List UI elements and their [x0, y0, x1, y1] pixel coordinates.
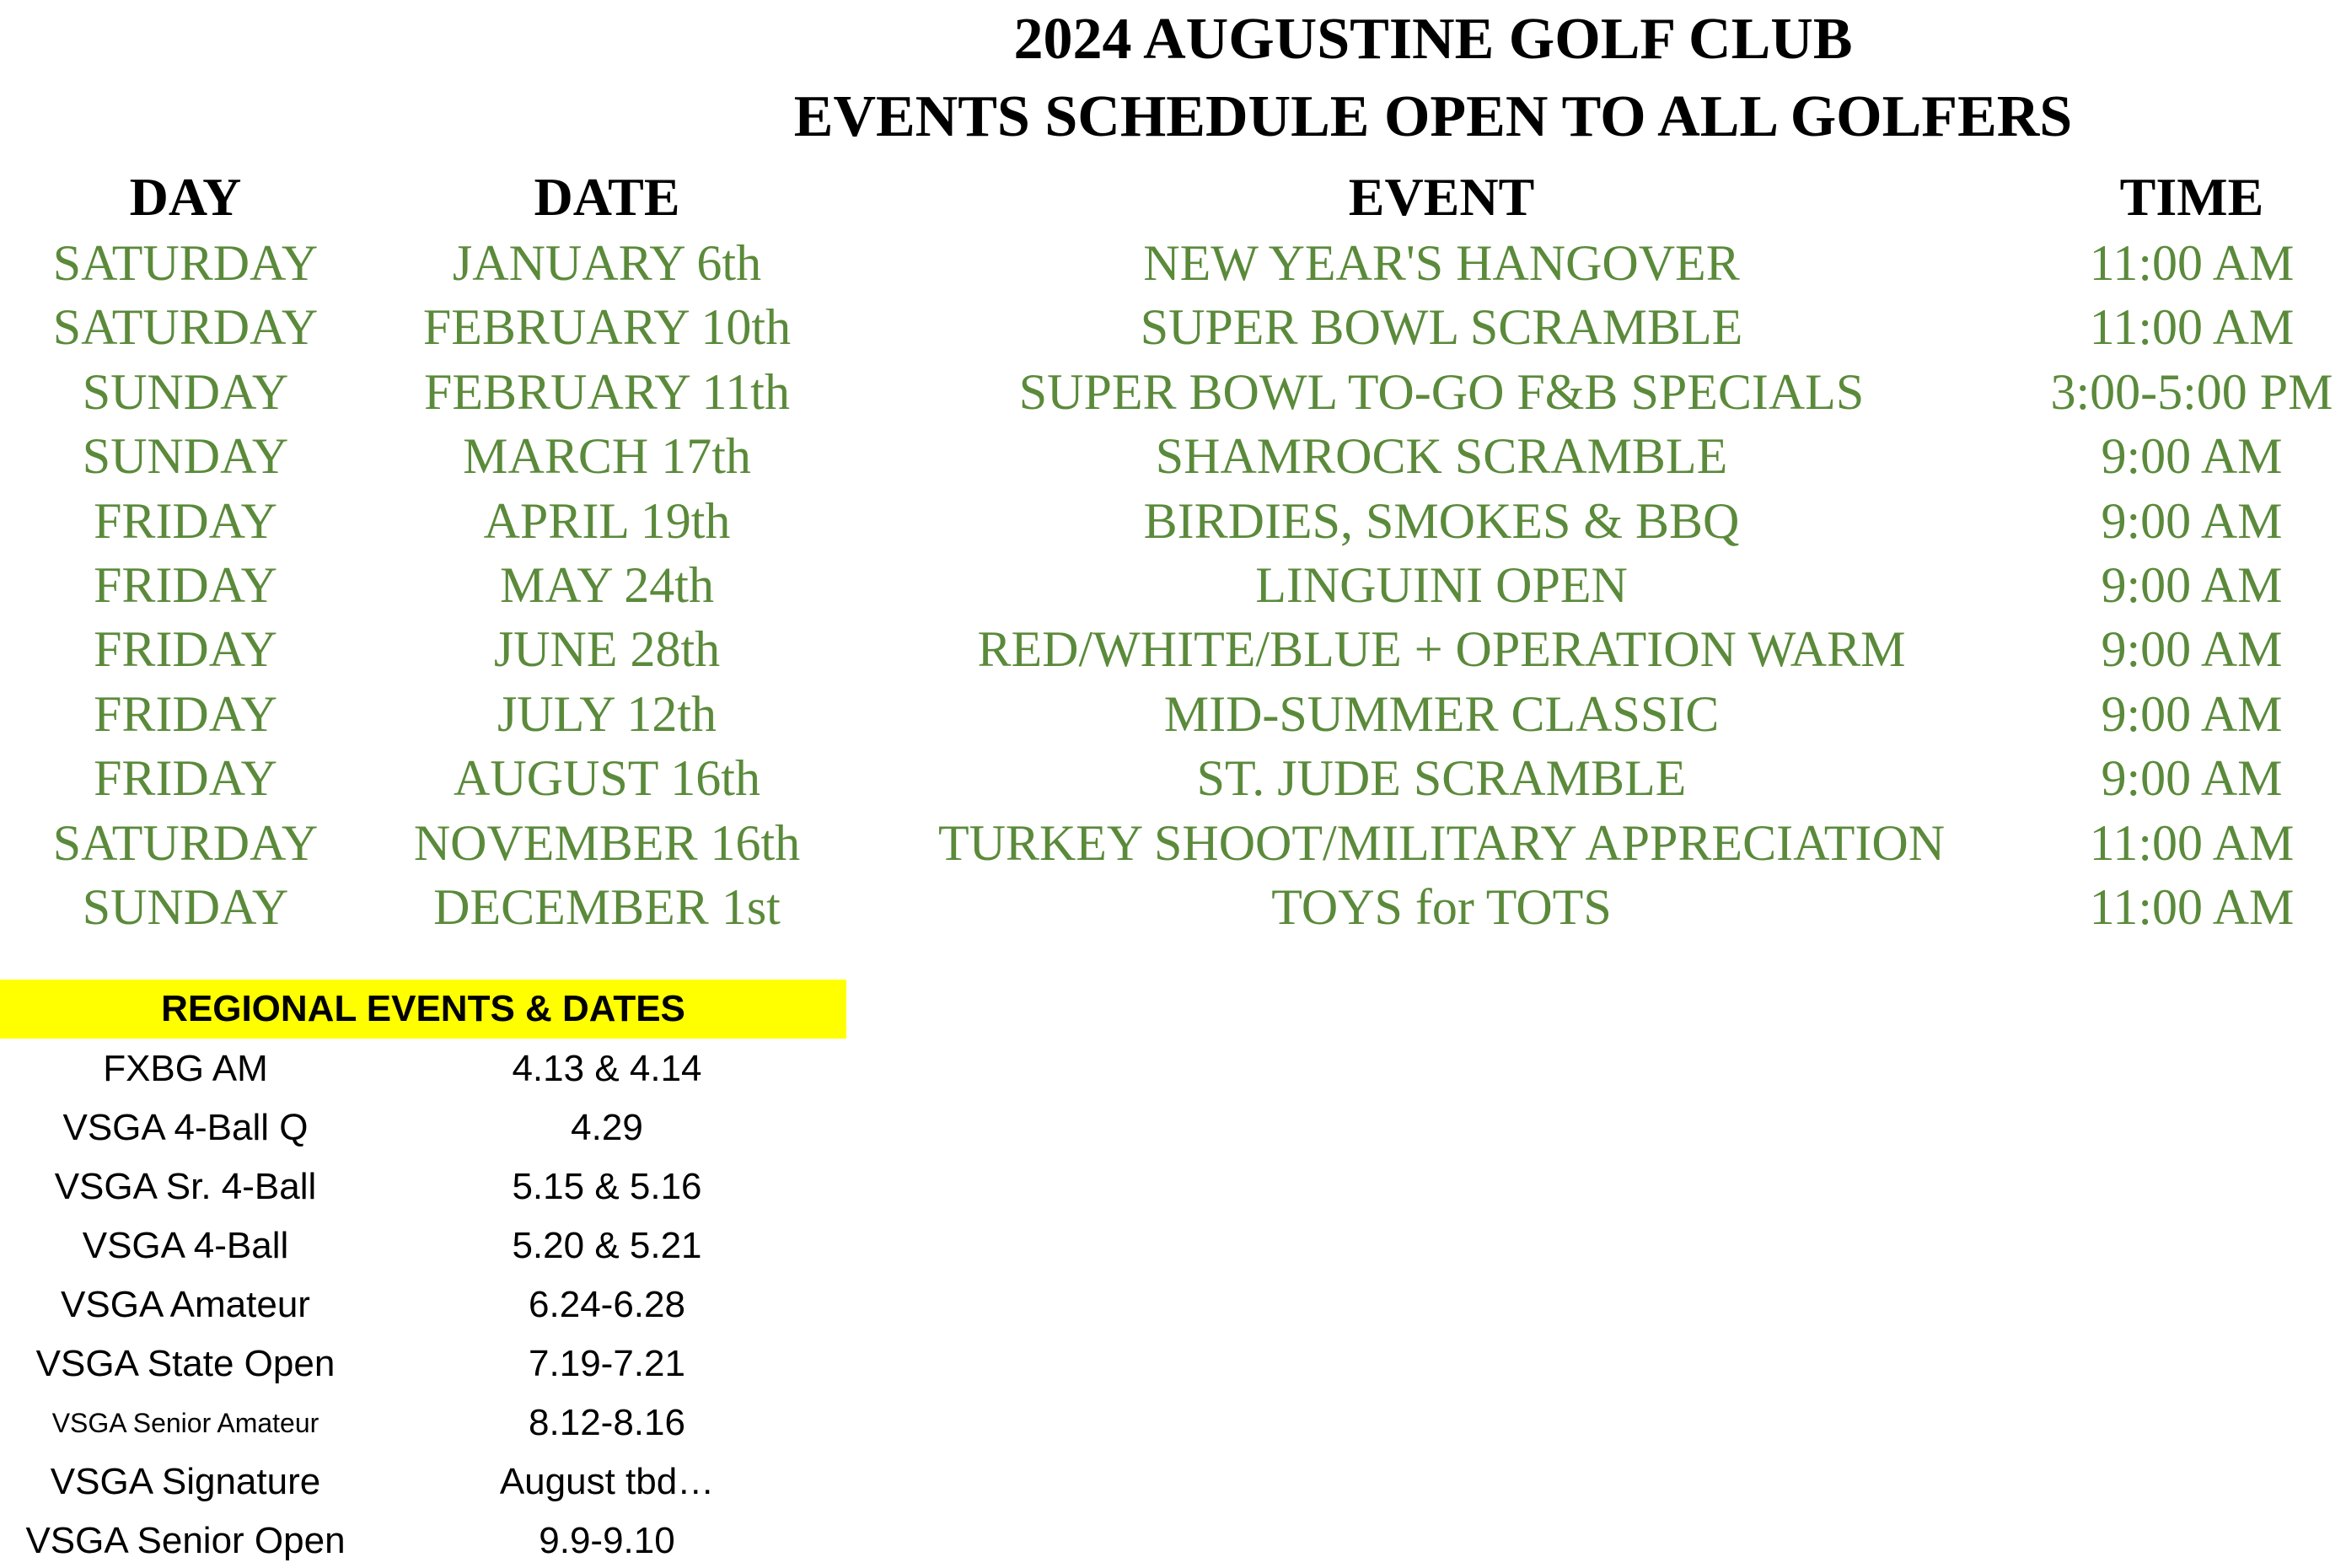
- row-day: FRIDAY: [94, 685, 277, 742]
- row-time: 9:00 AM: [2101, 750, 2283, 807]
- header-time: TIME: [2119, 167, 2264, 227]
- regional-event-name: VSGA 4-Ball: [82, 1225, 289, 1266]
- row-event: RED/WHITE/BLUE + OPERATION WARM: [977, 621, 1906, 678]
- row-day: SUNDAY: [82, 363, 289, 420]
- regional-event-dates: 6.24-6.28: [529, 1284, 685, 1325]
- row-time: 11:00 AM: [2089, 299, 2295, 356]
- row-date: MAY 24th: [500, 557, 714, 613]
- row-time: 9:00 AM: [2101, 621, 2283, 678]
- page-title: 2024 AUGUSTINE GOLF CLUB: [1013, 7, 1853, 72]
- regional-event-dates: 8.12-8.16: [529, 1402, 685, 1443]
- regional-event-dates: 7.19-7.21: [529, 1343, 685, 1384]
- row-event: LINGUINI OPEN: [1255, 557, 1628, 613]
- regional-event-name: VSGA 4-Ball Q: [62, 1107, 309, 1148]
- regional-event-name: VSGA Amateur: [61, 1284, 310, 1325]
- row-date: AUGUST 16th: [454, 750, 760, 807]
- row-date: JUNE 28th: [493, 621, 721, 678]
- header-date: DATE: [534, 167, 680, 227]
- page-subtitle: EVENTS SCHEDULE OPEN TO ALL GOLFERS: [793, 84, 2073, 149]
- regional-event-dates: 4.13 & 4.14: [512, 1048, 702, 1089]
- row-time: 9:00 AM: [2101, 557, 2283, 613]
- row-time: 9:00 AM: [2101, 685, 2283, 742]
- regional-event-dates: 9.9-9.10: [539, 1520, 675, 1561]
- regional-event-name: VSGA State Open: [35, 1343, 336, 1384]
- row-date: APRIL 19th: [483, 492, 731, 549]
- row-time: 11:00 AM: [2089, 235, 2295, 291]
- regional-event-name: VSGA Senior Open: [25, 1520, 346, 1561]
- row-day: FRIDAY: [94, 492, 277, 549]
- row-day: SUNDAY: [82, 879, 289, 935]
- row-day: SATURDAY: [52, 235, 319, 291]
- row-event: TOYS for TOTS: [1271, 879, 1612, 935]
- row-day: FRIDAY: [94, 557, 277, 613]
- regional-event-dates: 5.20 & 5.21: [512, 1225, 702, 1266]
- regional-event-dates: 5.15 & 5.16: [512, 1166, 702, 1207]
- row-event: BIRDIES, SMOKES & BBQ: [1143, 492, 1740, 549]
- regional-event-name: FXBG AM: [103, 1048, 268, 1089]
- row-event: MID-SUMMER CLASSIC: [1163, 685, 1720, 742]
- row-date: MARCH 17th: [463, 428, 751, 485]
- regional-event-name: VSGA Signature: [50, 1461, 321, 1502]
- row-day: FRIDAY: [94, 750, 277, 807]
- regional-event-dates: August tbd…: [499, 1461, 715, 1502]
- row-time: 3:00-5:00 PM: [2050, 363, 2333, 420]
- row-day: SUNDAY: [82, 428, 289, 485]
- regional-event-name: VSGA Sr. 4-Ball: [54, 1166, 317, 1207]
- row-date: FEBRUARY 10th: [422, 299, 792, 356]
- row-event: NEW YEAR'S HANGOVER: [1143, 235, 1740, 291]
- row-time: 11:00 AM: [2089, 879, 2295, 935]
- header-event: EVENT: [1348, 167, 1535, 227]
- row-date: FEBRUARY 11th: [424, 363, 790, 420]
- row-event: TURKEY SHOOT/MILITARY APPRECIATION: [937, 814, 1946, 871]
- row-date: NOVEMBER 16th: [413, 814, 801, 871]
- header-day: DAY: [129, 167, 242, 227]
- row-day: FRIDAY: [94, 621, 277, 678]
- row-event: ST. JUDE SCRAMBLE: [1196, 750, 1687, 807]
- regional-event-name: VSGA Senior Amateur: [51, 1408, 319, 1438]
- row-time: 9:00 AM: [2101, 428, 2283, 485]
- regional-event-dates: 4.29: [571, 1107, 643, 1148]
- row-day: SATURDAY: [52, 814, 319, 871]
- row-event: SUPER BOWL SCRAMBLE: [1140, 299, 1743, 356]
- regional-events-header: REGIONAL EVENTS & DATES: [0, 980, 846, 1039]
- row-date: JULY 12th: [497, 685, 717, 742]
- row-event: SUPER BOWL TO-GO F&B SPECIALS: [1018, 363, 1865, 420]
- row-time: 9:00 AM: [2101, 492, 2283, 549]
- row-date: JANUARY 6th: [452, 235, 762, 291]
- row-date: DECEMBER 1st: [433, 879, 781, 935]
- row-day: SATURDAY: [52, 299, 319, 356]
- row-event: SHAMROCK SCRAMBLE: [1155, 428, 1728, 485]
- row-time: 11:00 AM: [2089, 814, 2295, 871]
